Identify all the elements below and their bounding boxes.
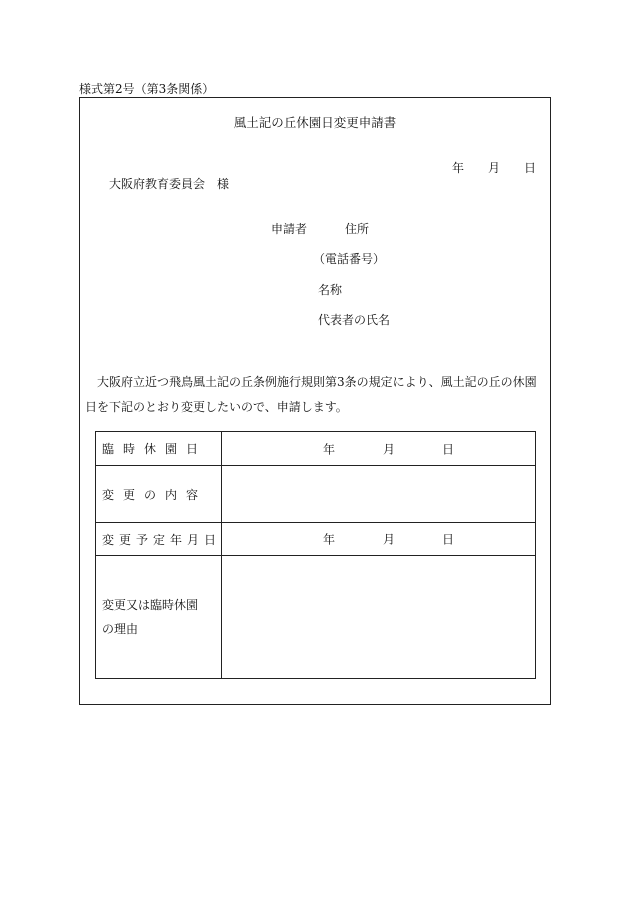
temporary-closure-date-cell[interactable]	[222, 432, 536, 466]
closure-year-label: 年	[323, 442, 336, 456]
table-row-reason	[96, 556, 536, 679]
reason-label-cell	[96, 556, 222, 679]
temporary-closure-label: 臨時休園日	[102, 442, 208, 456]
table-row-temporary-closure	[96, 432, 536, 466]
applicant-address-label: 住所	[345, 222, 370, 236]
change-content-label-cell	[96, 466, 222, 523]
date-year-label: 年	[452, 161, 465, 175]
change-content-cell[interactable]	[222, 466, 536, 523]
planned-year-label: 年	[323, 532, 336, 547]
planned-date-cell[interactable]	[222, 523, 536, 556]
closure-month-label: 月	[383, 442, 396, 456]
reason-cell[interactable]	[222, 556, 536, 679]
applicant-name-label: 名称	[318, 283, 343, 297]
applicant-phone-label: （電話番号）	[313, 252, 386, 266]
application-table	[95, 431, 536, 679]
document-title: 風土記の丘休園日変更申請書	[233, 115, 397, 130]
planned-month-label: 月	[383, 532, 396, 547]
applicant-label: 申請者	[271, 222, 308, 236]
addressee: 大阪府教育委員会 様	[109, 177, 230, 191]
date-day-label: 日	[524, 161, 537, 175]
planned-date-label: 変更予定年月日	[102, 532, 222, 547]
table-row-planned-date	[96, 523, 536, 556]
planned-day-label: 日	[442, 532, 455, 547]
date-month-label: 月	[488, 161, 501, 175]
planned-date-label-cell	[96, 523, 222, 556]
closure-day-label: 日	[442, 442, 455, 456]
representative-name-label: 代表者の氏名	[318, 313, 391, 327]
table-row-change-content	[96, 466, 536, 523]
temporary-closure-label-cell	[96, 432, 222, 466]
reason-label: 変更又は臨時休園の理由	[102, 598, 199, 636]
change-content-label: 変更の内容	[102, 487, 208, 502]
form-number: 様式第2号（第3条関係）	[79, 82, 215, 96]
body-text: 大阪府立近つ飛鳥風土記の丘条例施行規則第3条の規定により、風土記の丘の休園日を下記のとおり変更したいので、申請します。	[85, 375, 537, 414]
